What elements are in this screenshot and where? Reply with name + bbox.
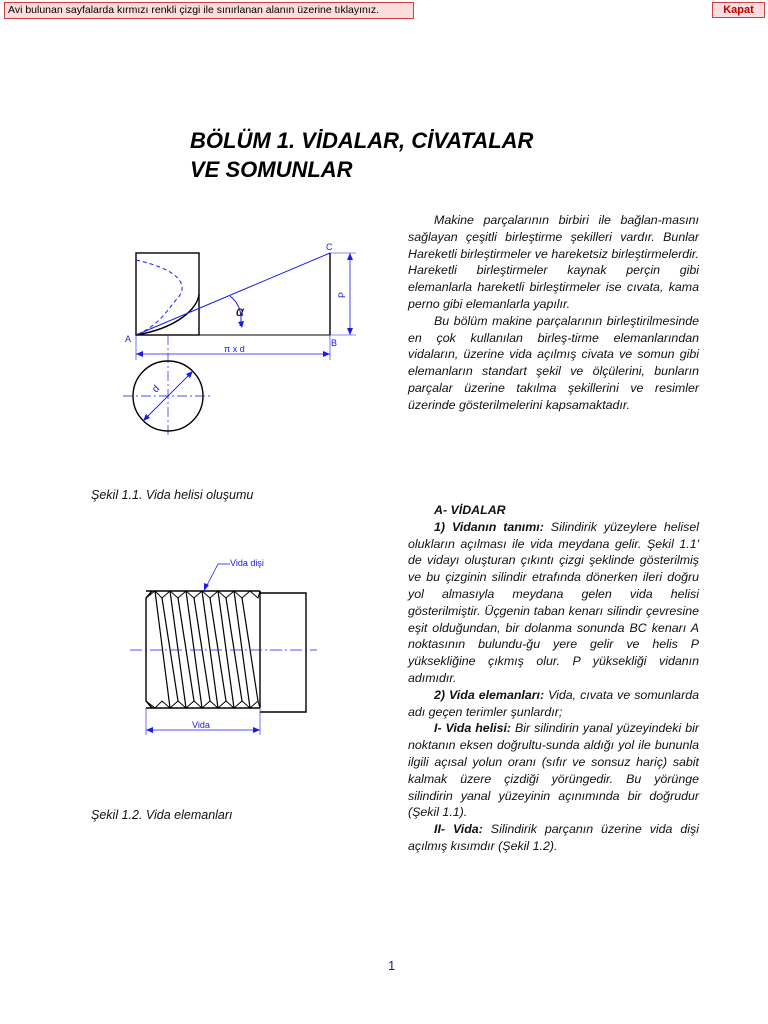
hypotenuse-line [136, 253, 330, 335]
elements-text: Vida, cıvata ve somunlarda adı geçen terimler şunlardır; [408, 687, 699, 719]
helix-label: I- Vida helisi: [434, 721, 512, 736]
helix-curve [136, 294, 199, 335]
elements-paragraph [408, 687, 699, 721]
close-button[interactable]: Kapat [712, 2, 765, 18]
shank-outline [260, 593, 306, 712]
cylinder-outline [136, 253, 199, 335]
helix-paragraph [408, 720, 699, 821]
notice-bar: Avi bulunan sayfalarda kırmızı renkli çizgi ile sınırlanan alanın üzerine tıklayınız. [4, 2, 414, 19]
section-a-heading: A- VİDALAR [434, 503, 506, 517]
vida-paragraph [408, 821, 699, 855]
figure2-caption: Şekil 1.2. Vida elemanları [91, 808, 233, 822]
helix-text: Bir silindirin yanal yüzeyindeki bir noktanın eksen doğrultu-sunda aldığı yol ile bununla ilgili açısal yolun oranı (sıfır ve sonsuz hariç) sabit kalmak üzere çizdiği yörüngedir. Bu yörünge silindirin yanal yüzeyinin açınımında bir doğrudur (Şekil 1.1). [408, 721, 699, 820]
chapter-title-line1: BÖLÜM 1. VİDALAR, CİVATALAR [190, 128, 534, 153]
definition-label: 1) Vidanın tanımı: [434, 519, 544, 534]
thread-profile-bottom [146, 701, 260, 708]
thread-flanks [155, 591, 258, 708]
angle-arrow [238, 321, 244, 328]
intro-paragraph-2: Bu bölüm makine parçalarının birleştirilmesinde en çok kullanılan birleş-tirme elemanlarından vidaların, üzerine vida açılmış civata ve somun gibi elemanların standart şekil ve ölçülerini, bunların parçalar üzerine takılma şekillerini ve resimler üzerinde gösterilmelerini kapsamaktadır. [408, 313, 699, 412]
helix-hidden-curve [136, 260, 182, 335]
label-pi-d: π x d [224, 344, 245, 354]
thread-left-end [146, 591, 152, 708]
label-a: A [125, 334, 132, 344]
definition-text: Silindirik yüzeylere helisel olukların açılması ile vida meydana gelir. Şekil 1.1' de vidayı oluşturan çıkıntı çizgi şeklinde gösterilmiş ve bu çizginin silindir etrafında dönerken ileri doğru yol almasıyla meydana gelen vida helisi gösterilmiştir. Üçgenin taban kenarı silindir çevresine eşit olduğundan, bir dolanma sonunda BC kenarı A noktasının bulundu-ğu yere gelir ve helis P yüksekliğine çıkmış olur. P yüksekliği vidanın adımıdır. [408, 519, 699, 685]
page-number: 1 [388, 958, 396, 973]
vida-text: Silindirik parçanın üzerine vida dişi açılmış kısımdır (Şekil 1.2). [408, 822, 699, 853]
vida-label: II- Vida: [434, 822, 483, 837]
label-p: P [337, 291, 347, 298]
figure-screw-elements [122, 550, 317, 745]
elements-label: 2) Vida elemanları: [434, 687, 545, 702]
figure-helix-formation [118, 238, 368, 438]
intro-paragraph-1: Makine parçalarının birbiri ile bağlan-masını sağlayan çeşitli birleştirme şekilleri vardır. Bunlar Hareketli birleştirmeler ve hareketsiz birleştirmelerdir. Hareketli birleştirmeler kaynak perçin gibi elemanlarla hareketli birleştirmeler ise cıvata, kama perno gibi elemanlarla yapılır. [408, 213, 699, 311]
label-d: d [150, 383, 163, 396]
label-b: B [331, 338, 338, 348]
chapter-title-line2: VE SOMUNLAR [190, 157, 353, 182]
label-c: C [326, 242, 333, 252]
chapter-title [190, 126, 533, 184]
label-alpha: α [236, 303, 244, 319]
label-vida-disi: Vida dişi [230, 558, 264, 568]
definition-paragraph [408, 519, 699, 687]
label-vida: Vida [192, 720, 210, 730]
intro-text [408, 212, 699, 414]
section-vidalar [408, 502, 699, 855]
figure1-caption: Şekil 1.1. Vida helisi oluşumu [91, 488, 254, 502]
